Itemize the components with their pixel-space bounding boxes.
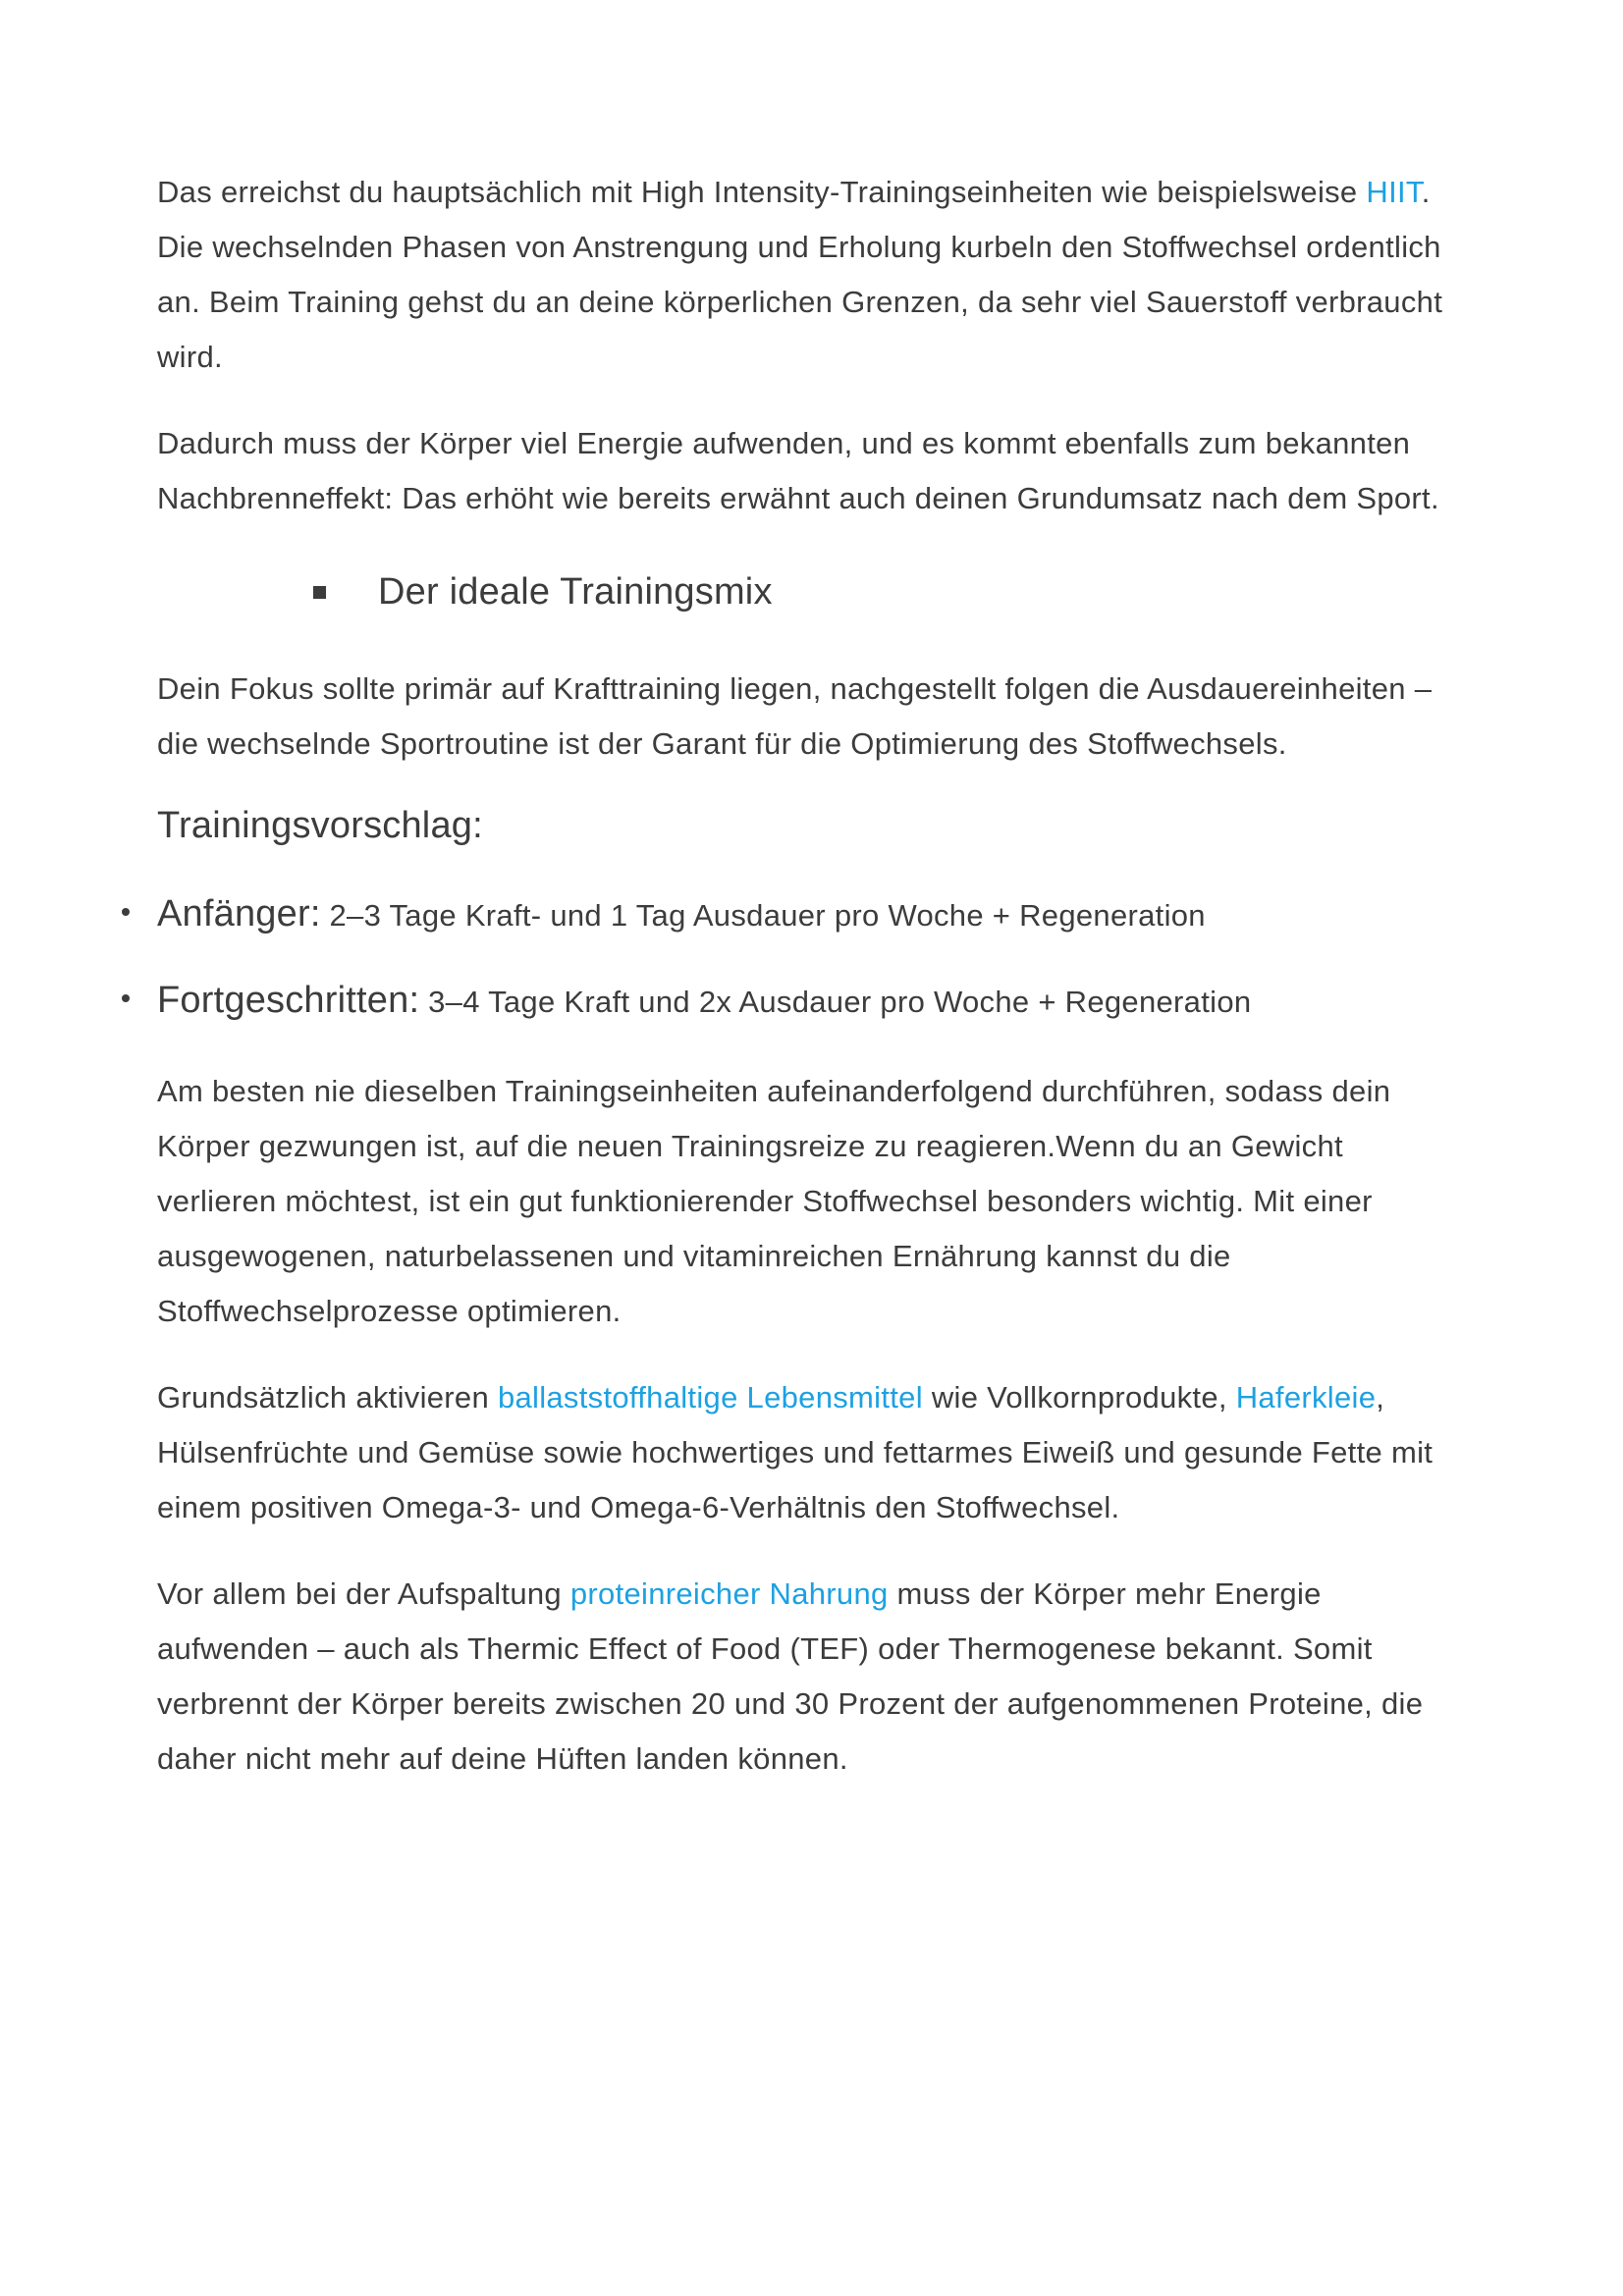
text-run: Grundsätzlich aktivieren <box>157 1380 498 1415</box>
text-run: Das erreichst du hauptsächlich mit High Intensity-Trainingseinheiten wie beispielsweise <box>157 175 1367 209</box>
list-item <box>157 891 1468 938</box>
inline-link[interactable]: proteinreicher Nahrung <box>569 1576 889 1611</box>
text-run: muss der Körper mehr Energie aufwenden – auch als Thermic Effect of Food (TEF) oder Thermogenese bekannt. Somit verbrennt der Körper bereits zwischen 20 und 30 Prozent der aufgenommenen Proteine, die daher nicht mehr auf deine Hüften landen können. <box>157 1576 1424 1776</box>
list-item-lead: Fortgeschritten: <box>157 980 420 1021</box>
list-item-lead: Anfänger: <box>157 893 321 934</box>
square-bullet-icon <box>313 586 326 599</box>
list-item <box>157 978 1468 1025</box>
text-run: Vor allem bei der Aufspaltung <box>157 1576 570 1611</box>
list-item-text: 3–4 Tage Kraft und 2x Ausdauer pro Woche + Regeneration <box>419 985 1252 1019</box>
paragraph <box>157 1064 1468 1339</box>
text-run: wie Vollkornprodukte, <box>922 1380 1236 1415</box>
bullet-dot-icon <box>122 994 130 1002</box>
paragraph <box>157 662 1468 772</box>
list-intro: Trainingsvorschlag: <box>157 805 483 846</box>
text-run: Dein Fokus sollte primär auf Krafttraining liegen, nachgestellt folgen die Ausdauereinheiten – die wechselnde Sportroutine ist der Garant für die Optimierung des Stoffwechsels. <box>157 671 1433 761</box>
inline-link[interactable]: Haferkleie <box>1235 1380 1377 1415</box>
text-run: Am besten nie dieselben Trainingseinheiten aufeinanderfolgend durchführen, sodass dein Körper gezwungen ist, auf die neuen Trainingsreize zu reagieren.Wenn du an Gewicht verlieren möchtest, ist ein gut funktionierender Stoffwechsel besonders wichtig. Mit einer ausgewogenen, naturbelassenen und vitaminreichen Ernährung kannst du die Stoffwechselprozesse optimieren. <box>157 1074 1391 1328</box>
section-heading <box>313 569 1468 614</box>
paragraph <box>157 165 1468 385</box>
inline-link[interactable]: HIIT <box>1366 175 1422 209</box>
paragraph <box>157 1567 1468 1787</box>
text-run: . Die wechselnden Phasen von Anstrengung und Erholung kurbeln den Stoffwechsel ordentlich an. Beim Training gehst du an deine körperlichen Grenzen, da sehr viel Sauerstoff verbraucht wird. <box>157 175 1443 374</box>
paragraph <box>157 416 1468 526</box>
bullet-dot-icon <box>122 908 130 916</box>
paragraph <box>157 1370 1468 1535</box>
inline-link[interactable]: ballaststoffhaltige Lebensmittel <box>497 1380 923 1415</box>
text-run: Dadurch muss der Körper viel Energie aufwenden, und es kommt ebenfalls zum bekannten Nachbrenneffekt: Das erhöht wie bereits erwähnt auch deinen Grundumsatz nach dem Sport. <box>157 426 1439 515</box>
text-run: , Hülsenfrüchte und Gemüse sowie hochwertiges und fettarmes Eiweiß und gesunde Fette mit einem positiven Omega-3- und Omega-6-Verhältnis den Stoffwechsel. <box>157 1380 1434 1524</box>
list-item-text: 2–3 Tage Kraft- und 1 Tag Ausdauer pro Woche + Regeneration <box>320 898 1206 933</box>
section-heading-text: Der ideale Trainingsmix <box>378 571 773 613</box>
